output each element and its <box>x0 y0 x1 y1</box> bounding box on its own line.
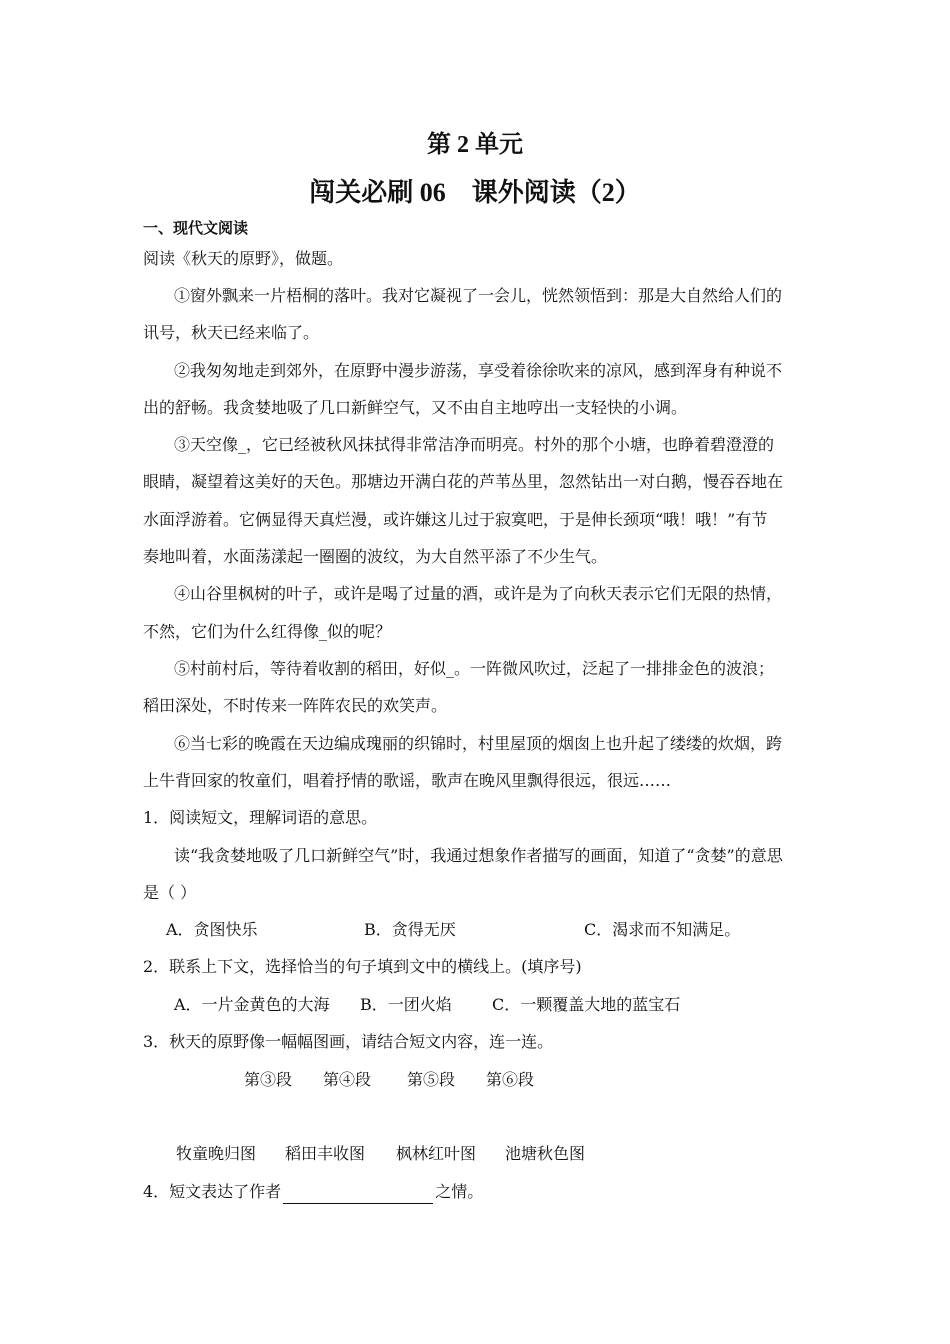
passage-line: ⑥当七彩的晚霞在天边编成瑰丽的织锦时，村里屋顶的烟囱上也升起了缕缕的炊烟，跨 <box>174 734 783 753</box>
q2-option-a: A．一片金黄色的大海 <box>174 995 330 1014</box>
passage-line: 出的舒畅。我贪婪地吸了几口新鲜空气，又不由自主地哼出一支轻快的小调。 <box>143 398 688 417</box>
passage-line: 讯号，秋天已经来临了。 <box>143 323 320 342</box>
q3-paragraph: 第③段 <box>244 1070 293 1089</box>
q3-picture: 稻田丰收图 <box>285 1144 366 1163</box>
q1-option-a: A．贪图快乐 <box>166 920 258 939</box>
passage-line: ①窗外飘来一片梧桐的落叶。我对它凝视了一会儿，恍然领悟到：那是大自然给人们的 <box>174 286 783 305</box>
question-1-stem: 1．阅读短文，理解词语的意思。 <box>143 808 378 827</box>
passage-line: ⑤村前村后，等待着收割的稻田，好似_。一阵微风吹过，泛起了一排排金色的波浪； <box>174 659 775 678</box>
q2-option-b: B．一团火焰 <box>360 995 452 1014</box>
passage-line: 水面浮游着。它俩显得天真烂漫，或许嫌这儿过于寂寞吧，于是伸长颈项“哦！哦！”有节 <box>143 510 768 529</box>
q1-option-c: C．渴求而不知满足。 <box>584 920 741 939</box>
q3-picture: 牧童晚归图 <box>176 1144 257 1163</box>
passage-line: 眼睛，凝望着这美好的天色。那塘边开满白花的芦苇丛里，忽然钻出一对白鹅，慢吞吞地在 <box>143 472 784 491</box>
question-1-text: 读“我贪婪地吸了几口新鲜空气”时，我通过想象作者描写的画面，知道了“贪婪”的意思 <box>174 846 783 865</box>
section-heading: 一、现代文阅读 <box>143 219 249 237</box>
question-1-text: 是（ ） <box>143 883 197 902</box>
q3-paragraph: 第⑥段 <box>486 1070 535 1089</box>
passage-line: 奏地叫着，水面荡漾起一圈圈的波纹，为大自然平添了不少生气。 <box>143 547 608 566</box>
question-2-stem: 2．联系上下文，选择恰当的句子填到文中的横线上。(填序号) <box>143 957 582 976</box>
passage-line: 不然，它们为什么红得像_似的呢？ <box>143 622 392 641</box>
question-4 <box>143 1180 483 1204</box>
q3-picture: 枫林红叶图 <box>396 1144 477 1163</box>
passage-line: 上牛背回家的牧童们，唱着抒情的歌谣，歌声在晚风里飘得很远，很远…… <box>143 771 672 790</box>
q3-picture: 池塘秋色图 <box>505 1144 586 1163</box>
page-title: 闯关必刷 06 课外阅读（2） <box>309 178 641 207</box>
answer-blank[interactable] <box>283 1185 433 1204</box>
q3-paragraph: 第⑤段 <box>407 1070 456 1089</box>
question-3-stem: 3．秋天的原野像一幅幅图画，请结合短文内容，连一连。 <box>143 1032 554 1051</box>
passage-line: 稻田深处，不时传来一阵阵农民的欢笑声。 <box>143 696 448 715</box>
passage-line: ④山谷里枫树的叶子，或许是喝了过量的酒，或许是为了向秋天表示它们无限的热情， <box>174 584 783 603</box>
q1-option-b: B．贪得无厌 <box>364 920 456 939</box>
question-4-before: 4．短文表达了作者 <box>143 1182 282 1201</box>
passage-line: ②我匆匆地走到郊外，在原野中漫步游荡，享受着徐徐吹来的凉风，感到浑身有种说不 <box>174 361 783 380</box>
intro-text: 阅读《秋天的原野》，做题。 <box>143 249 344 268</box>
passage-line: ③天空像_，它已经被秋风抹拭得非常洁净而明亮。村外的那个小塘，也睁着碧澄澄的 <box>174 435 775 454</box>
unit-heading: 第 2 单元 <box>427 132 523 158</box>
q2-option-c: C．一颗覆盖大地的蓝宝石 <box>492 995 681 1014</box>
question-4-after: 之情。 <box>435 1182 484 1201</box>
q3-paragraph: 第④段 <box>323 1070 372 1089</box>
